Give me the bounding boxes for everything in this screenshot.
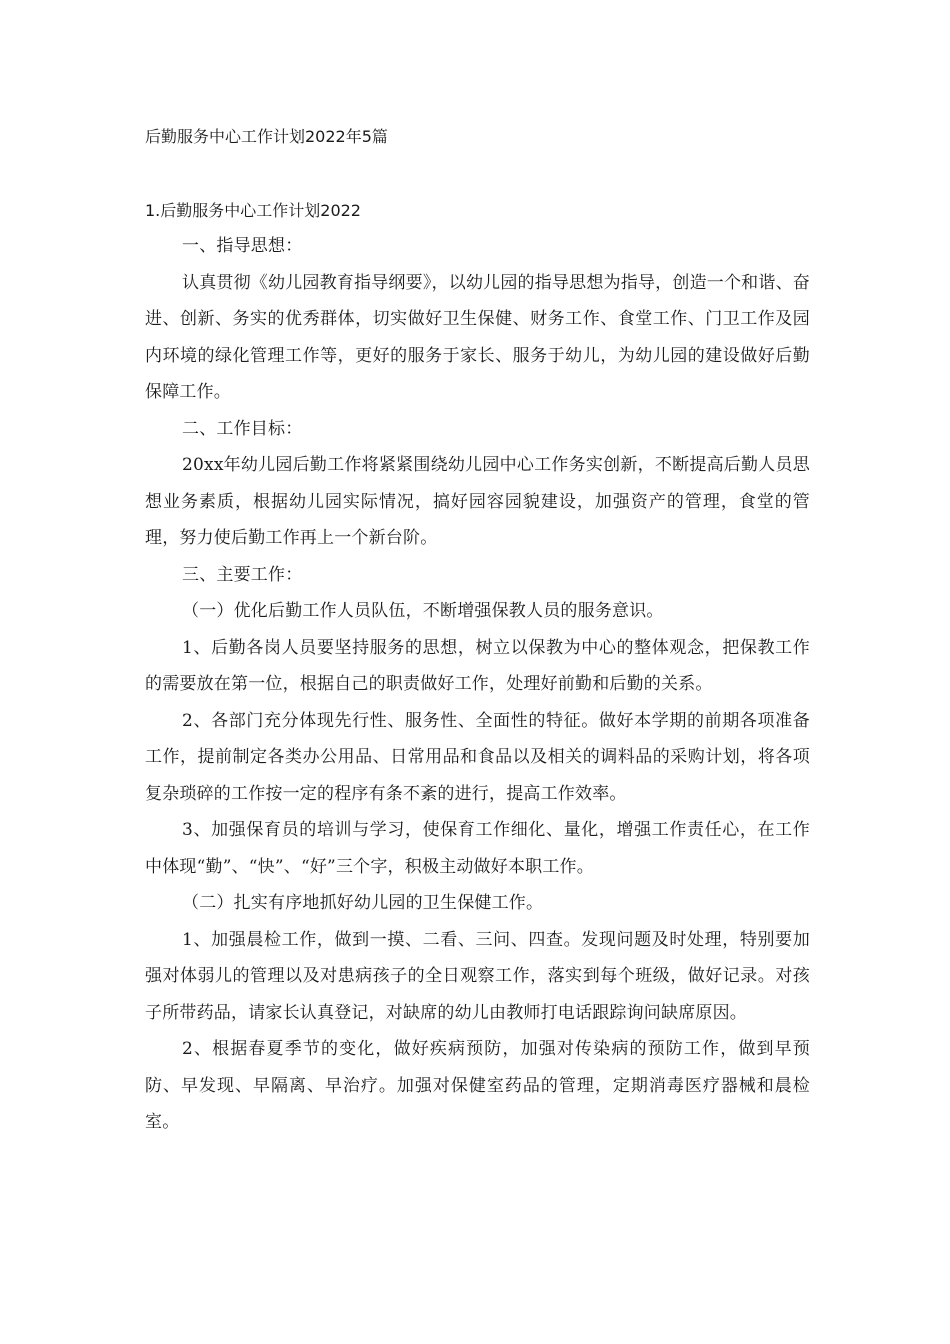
paragraph-staff-3: 3、加强保育员的培训与学习，使保育工作细化、量化，增强工作责任心，在工作中体现“勤”、“快”、“好”三个字，积极主动做好本职工作。 xyxy=(145,820,810,877)
paragraph-health-1: 1、加强晨检工作，做到一摸、二看、三问、四查。发现问题及时处理，特别要加强对体弱儿的管理以及对患病孩子的全日观察工作，落实到每个班级，做好记录。对孩子所带药品，请家长认真登记，对缺席的幼儿由教师打电话跟踪询问缺席原因。 xyxy=(145,929,810,1023)
heading-guiding-thought: 一、指导思想： xyxy=(182,236,303,256)
subheading-health-care: （二）扎实有序地抓好幼儿园的卫生保健工作。 xyxy=(182,893,544,913)
heading-main-work: 三、主要工作： xyxy=(182,564,303,585)
paragraph-staff-1: 1、后勤各岗人员要坚持服务的思想，树立以保教为中心的整体观念，把保教工作的需要放在第一位，根据自己的职责做好工作，处理好前勤和后勤的关系。 xyxy=(145,637,810,694)
section-title: 1.后勤服务中心工作计划2022 xyxy=(145,201,361,220)
subheading-staff-team: （一）优化后勤工作人员队伍，不断增强保教人员的服务意识。 xyxy=(182,601,664,621)
paragraph-health-2: 2、根据春夏季节的变化，做好疾病预防，加强对传染病的预防工作，做到早预防、早发现、早隔离、早治疗。加强对保健室药品的管理，定期消毒医疗器械和晨检室。 xyxy=(145,1039,810,1132)
document-title: 后勤服务中心工作计划2022年5篇 xyxy=(145,127,388,146)
heading-work-goals: 二、工作目标： xyxy=(182,418,303,439)
document-body xyxy=(145,228,810,1141)
paragraph-work-goals: 20xx年幼儿园后勤工作将紧紧围绕幼儿园中心工作务实创新，不断提高后勤人员思想业务素质，根据幼儿园实际情况，搞好园容园貌建设，加强资产的管理，食堂的管理，努力使后勤工作再上一个新台阶。 xyxy=(145,455,810,548)
paragraph-guiding-thought: 认真贯彻《幼儿园教育指导纲要》，以幼儿园的指导思想为指导，创造一个和谐、奋进、创新、务实的优秀群体，切实做好卫生保健、财务工作、食堂工作、门卫工作及园内环境的绿化管理工作等，更好的服务于家长、服务于幼儿，为幼儿园的建设做好后勤保障工作。 xyxy=(145,272,810,402)
paragraph-staff-2: 2、各部门充分体现先行性、服务性、全面性的特征。做好本学期的前期各项准备工作，提前制定各类办公用品、日常用品和食品以及相关的调料品的采购计划，将各项复杂琐碎的工作按一定的程序有条不紊的进行，提高工作效率。 xyxy=(145,710,810,804)
